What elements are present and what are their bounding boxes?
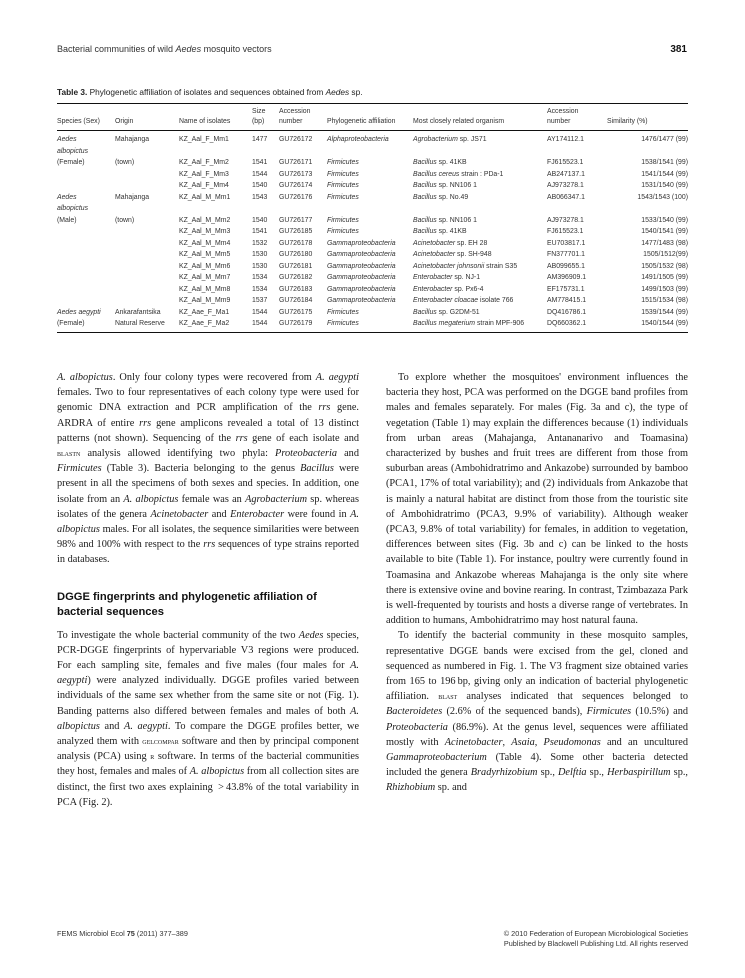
cell-ref-accession: AB066347.1: [547, 193, 585, 201]
page-number: 381: [670, 44, 687, 55]
cell-isolate: KZ_Aae_F_Ma1: [179, 308, 230, 316]
cell-ref-accession: AM778415.1: [547, 297, 587, 304]
cell-size: 1540: [252, 182, 268, 189]
table-header-row: [57, 104, 688, 131]
cell-accession: GU726176: [279, 193, 313, 201]
cell-ref-accession: [547, 146, 607, 158]
cell-origin: [115, 272, 179, 284]
cell-accession: GU726182: [279, 274, 313, 281]
cell-similarity: 1476/1477 (99): [641, 136, 688, 143]
cell-organism: Acinetobacter sp. EH 28: [413, 239, 488, 247]
table-row: [57, 272, 688, 284]
cell-ref-accession: AJ973278.1: [547, 216, 584, 224]
cell-phylo: Firmicutes: [327, 308, 359, 316]
cell-accession: GU726181: [279, 262, 313, 270]
cell-isolate: KZ_Aal_F_Mm4: [179, 182, 229, 189]
cell-origin: [115, 295, 179, 307]
cell-species: Aedes aegypti: [57, 308, 101, 316]
cell-size: [252, 146, 279, 158]
cell-origin: [115, 238, 179, 250]
table-row: [57, 307, 688, 319]
running-title: Bacterial communities of wild Aedes mosquito vectors: [57, 44, 272, 54]
cell-organism: [413, 203, 547, 215]
cell-origin: [115, 169, 179, 181]
cell-phylo: Gammaproteobacteria: [327, 297, 396, 304]
table-caption: Table 3. Phylogenetic affiliation of isolates and sequences obtained from Aedes sp.: [57, 87, 363, 97]
cell-accession: GU726180: [279, 251, 313, 258]
body-column-right: [386, 370, 688, 796]
cell-species: (Female): [57, 318, 115, 332]
cell-origin: [115, 203, 179, 215]
cell-size: 1544: [252, 308, 268, 316]
table-row: [57, 131, 688, 146]
cell-isolate: KZ_Aal_M_Mm2: [179, 216, 231, 224]
table-row: [57, 284, 688, 296]
cell-similarity: 1539/1544 (99): [641, 308, 688, 316]
cell-origin: (town): [115, 216, 135, 224]
table-row: [57, 146, 688, 158]
cell-accession: GU726171: [279, 159, 313, 166]
cell-accession: GU726183: [279, 285, 313, 293]
running-header: [57, 44, 687, 54]
cell-similarity: 1477/1483 (98): [641, 239, 688, 247]
cell-phylo: Firmicutes: [327, 318, 413, 332]
cell-isolate: KZ_Aae_F_Ma2: [179, 318, 252, 332]
cell-accession: GU726177: [279, 216, 313, 224]
cell-phylo: Firmicutes: [327, 182, 359, 189]
cell-organism: Bacillus sp. 41KB: [413, 228, 467, 235]
footer-copyright: [504, 929, 688, 949]
table-row: [57, 261, 688, 273]
col-header-similarity: Similarity (%): [607, 104, 688, 131]
cell-isolate: [179, 146, 252, 158]
paragraph: To explore whether the mosquitoes' environment influences the bacteria they host, PCA was performed on the DGGE band profiles from males and females separately. For males (Fig. 3a and c), the type of vegetation (Table 1) may explain the differences because (1) individuals from urban areas (Mahajanga, Antananarivo and Toamasina) characterized by bushes and fruit trees are different from those from suburban areas (Ambohidratrimo and Ankazobe) surrounded by bamboo (PCA1, 17% of total variability); and (2) individuals from Ankazobe that is mainly a natural habitat are distinct from those from the touristic site of Ambohidratrimo (PCA3, 9.9% of variability). Although weaker (PCA3, 9.8% of total variability) for females, in addition to vegetation, differences between sites (Fig. 3b and c) can be linked to the hosts available to bite (Table 1). For instance, poultry were currently found in Toamasina and Ankazobe whereas Mahajanga is the only site where there is extensive ovine and bovine rearing. In contrast, Tzimbazaza Park is well-frequented by tourists and hosts a diverse range of vertebrates. In addition to humans, Ambohidratrimo may host natural fauna.: [386, 372, 688, 627]
paragraph: To identify the bacterial community in these mosquito samples, representative DGGE bands were excised from the gel, cloned and sequenced as numbered in Fig. 1. The V3 fragment size obtained varies from 165 to 196 bp, giving only an indication of bacterial phylogenetic affiliation. blast analyses indicated that sequences belonged to Bacteroidetes (2.6% of the sequenced bands), Firmicutes (10.5%) and Proteobacteria (86.9%). At the genus level, sequences were affiliated mostly with Acinetobacter, Asaia, Pseudomonas and an uncultured Gammaproteobacterium (Table 4). Some other bacteria detected included the genera Bradyrhizobium sp., Delftia sp., Herbaspirillum sp., Rhizhobium sp. and: [386, 630, 688, 794]
cell-ref-accession: EU703817.1: [547, 239, 586, 247]
table-body: [57, 131, 688, 333]
cell-isolate: KZ_Aal_M_Mm7: [179, 274, 231, 281]
cell-size: 1530: [252, 262, 268, 270]
cell-organism: Acinetobacter sp. SH-948: [413, 251, 492, 258]
cell-size: 1532: [252, 239, 268, 247]
cell-accession: GU726178: [279, 239, 313, 247]
cell-species: albopictus: [57, 205, 89, 212]
cell-size: 1477: [252, 136, 268, 143]
cell-phylo: Firmicutes: [327, 159, 359, 166]
table-row: [57, 226, 688, 238]
cell-isolate: KZ_Aal_F_Mm1: [179, 136, 229, 143]
col-header-species: Species (Sex): [57, 104, 115, 131]
cell-ref-accession: DQ660362.1: [547, 318, 607, 332]
cell-phylo: Firmicutes: [327, 216, 359, 224]
cell-organism: Acinetobacter johnsonii strain S35: [413, 262, 518, 270]
cell-phylo: Gammaproteobacteria: [327, 251, 396, 258]
table-row: [57, 215, 688, 227]
cell-isolate: KZ_Aal_M_Mm8: [179, 285, 231, 293]
cell-ref-accession: FJ615523.1: [547, 159, 584, 166]
cell-species: [57, 180, 115, 192]
table-row: [57, 203, 688, 215]
cell-ref-accession: [547, 203, 607, 215]
cell-organism: Bacillus sp. NN106 1: [413, 216, 477, 224]
cell-organism: Bacillus sp. No.49: [413, 193, 469, 201]
cell-size: 1537: [252, 297, 268, 304]
footer-citation: FEMS Microbiol Ecol 75 (2011) 377–389: [57, 929, 188, 938]
cell-size: 1541: [252, 228, 268, 235]
cell-isolate: KZ_Aal_F_Mm2: [179, 159, 229, 166]
cell-size: 1530: [252, 251, 268, 258]
cell-size: 1534: [252, 274, 268, 281]
cell-accession: GU726179: [279, 318, 327, 332]
cell-organism: Bacillus megaterium strain MPF-906: [413, 318, 547, 332]
cell-similarity: 1515/1534 (98): [641, 297, 688, 304]
cell-isolate: KZ_Aal_M_Mm6: [179, 262, 231, 270]
cell-species: [57, 169, 115, 181]
col-header-origin: Origin: [115, 104, 179, 131]
cell-phylo: Firmicutes: [327, 170, 359, 178]
table-row: [57, 192, 688, 204]
cell-species: (Male): [57, 216, 77, 224]
cell-organism: Bacillus sp. 41KB: [413, 159, 467, 166]
cell-ref-accession: FJ615523.1: [547, 228, 584, 235]
cell-similarity: 1541/1544 (99): [641, 170, 688, 178]
cell-phylo: Gammaproteobacteria: [327, 262, 396, 270]
cell-ref-accession: DQ416786.1: [547, 308, 587, 316]
table-label: Table 3.: [57, 87, 88, 97]
cell-organism: [413, 146, 547, 158]
cell-ref-accession: AM396909.1: [547, 274, 587, 281]
cell-accession: GU726174: [279, 182, 313, 189]
cell-origin: (town): [115, 159, 135, 166]
cell-isolate: KZ_Aal_M_Mm5: [179, 251, 231, 258]
cell-species: [57, 272, 115, 284]
cell-similarity: 1543/1543 (100): [637, 193, 688, 201]
cell-ref-accession: EF175731.1: [547, 285, 585, 293]
body-column-left: [57, 370, 359, 810]
table-3: [57, 103, 688, 333]
cell-ref-accession: FN377701.1: [547, 251, 585, 258]
cell-isolate: KZ_Aal_M_Mm4: [179, 239, 231, 247]
col-header-isolate: Name of isolates: [179, 104, 252, 131]
cell-accession: GU726184: [279, 297, 313, 304]
table-row: [57, 238, 688, 250]
cell-ref-accession: AB099655.1: [547, 262, 585, 270]
cell-organism: Enterobacter cloacae isolate 766: [413, 297, 514, 304]
cell-similarity: 1505/1512(99): [643, 251, 688, 258]
cell-origin: Mahajanga: [115, 136, 150, 143]
cell-accession: GU726185: [279, 228, 313, 235]
cell-accession: [279, 146, 327, 158]
cell-isolate: KZ_Aal_M_Mm3: [179, 228, 231, 235]
table-row: [57, 249, 688, 261]
cell-organism: Bacillus sp. NN106 1: [413, 182, 477, 189]
cell-phylo: Firmicutes: [327, 193, 359, 201]
cell-similarity: [607, 146, 688, 158]
cell-origin: [115, 261, 179, 273]
col-header-organism: Most closely related organism: [413, 104, 547, 131]
cell-species: [57, 284, 115, 296]
paragraph: To investigate the whole bacterial community of the two Aedes species, PCR-DGGE fingerprints of hypervariable V3 regions were produced. For each sampling site, females and five males (four males for A. aegypti) were analyzed individually. DGGE profiles varied between individuals of the same sex whether from the same site or not (Fig. 1). Banding patterns also differed between females and males of both A. albopictus and A. aegypti. To compare the DGGE profiles better, we analyzed them with gelcompar software and then by principal component analysis (PCA) using r software. In terms of the bacterial communities they host, females and males of A. albopictus from all collection sites are distinct, the first two axes explaining > 43.8% of the total variability in PCA (Fig. 2).: [57, 629, 360, 808]
cell-organism: Enterobacter sp. Px6-4: [413, 285, 484, 293]
cell-species: Aedes: [57, 193, 77, 201]
cell-origin: Ankarafantsika: [115, 308, 161, 316]
cell-ref-accession: AB247137.1: [547, 170, 585, 178]
cell-origin: [115, 180, 179, 192]
table-row: [57, 169, 688, 181]
cell-species: [57, 249, 115, 261]
cell-accession: GU726172: [279, 136, 313, 143]
cell-size: 1534: [252, 285, 268, 293]
cell-isolate: [179, 203, 252, 215]
cell-phylo: [327, 146, 413, 158]
cell-ref-accession: AJ973278.1: [547, 182, 584, 189]
cell-species: (Female): [57, 159, 85, 166]
table-row: [57, 295, 688, 307]
publisher-line: Published by Blackwell Publishing Ltd. All rights reserved: [503, 939, 688, 948]
copyright-line: © 2010 Federation of European Microbiological Societies: [503, 929, 688, 938]
cell-similarity: 1540/1544 (99): [607, 318, 688, 332]
cell-accession: GU726173: [279, 170, 313, 178]
cell-similarity: 1540/1541 (99): [641, 228, 688, 235]
cell-ref-accession: AY174112.1: [547, 136, 584, 143]
cell-organism: Agrobacterium sp. JS71: [413, 136, 487, 143]
cell-organism: Bacillus sp. G2DM-51: [413, 308, 480, 316]
cell-size: 1541: [252, 159, 268, 166]
table-row: [57, 180, 688, 192]
col-header-accession: Accession number: [279, 104, 327, 131]
cell-phylo: Firmicutes: [327, 228, 359, 235]
cell-species: albopictus: [57, 147, 89, 155]
cell-phylo: [327, 203, 413, 215]
cell-species: [57, 261, 115, 273]
cell-similarity: 1505/1532 (98): [641, 262, 688, 270]
cell-size: 1540: [252, 216, 268, 224]
col-header-size: Size (bp): [252, 104, 279, 131]
cell-origin: Natural Reserve: [115, 318, 179, 332]
table-row: [57, 157, 688, 169]
cell-phylo: Gammaproteobacteria: [327, 239, 396, 247]
cell-similarity: 1531/1540 (99): [641, 182, 688, 189]
cell-size: 1543: [252, 193, 268, 201]
cell-size: [252, 203, 279, 215]
cell-similarity: 1499/1503 (99): [641, 285, 688, 293]
cell-organism: Bacillus cereus strain : PDa-1: [413, 170, 504, 178]
cell-similarity: 1533/1540 (99): [641, 216, 688, 224]
col-header-ref-accession: Accession number: [547, 104, 607, 131]
cell-organism: Enterobacter sp. NJ-1: [413, 274, 481, 281]
cell-species: [57, 295, 115, 307]
cell-size: 1544: [252, 318, 279, 332]
cell-isolate: KZ_Aal_M_Mm1: [179, 193, 231, 201]
cell-species: [57, 226, 115, 238]
cell-origin: [115, 249, 179, 261]
cell-isolate: KZ_Aal_F_Mm3: [179, 170, 229, 178]
cell-origin: Mahajanga: [115, 193, 150, 201]
cell-similarity: [607, 203, 688, 215]
cell-accession: [279, 203, 327, 215]
cell-origin: [115, 284, 179, 296]
cell-phylo: Gammaproteobacteria: [327, 274, 396, 281]
paragraph: A. albopictus. Only four colony types were recovered from A. aegypti females. Two to four representatives of each colony type were used for genomic DNA extraction and PCR amplification of the rrs gene. ARDRA of entire rrs gene amplicons revealed a total of 13 distinct patterns (not shown). Sequencing of the rrs gene of each isolate and blastn analysis allowed identifying two phyla: Proteobacteria and Firmicutes (Table 3). Bacteria belonging to the genus Bacillus were present in all the specimens of both sexes and species. In addition, one isolate from an A. albopictus female was an Agrobacterium sp. whereas isolates of the genera Acinetobacter and Enterobacter were found in A. albopictus males. For all isolates, the sequence similarities were between 98% and 100% with respect to the rrs sequences of type strains reported in databases.: [57, 372, 360, 566]
col-header-phylo: Phylogenetic affiliation: [327, 104, 413, 131]
cell-accession: GU726175: [279, 308, 313, 316]
cell-phylo: Alphaproteobacteria: [327, 136, 389, 143]
cell-similarity: 1491/1505 (99): [641, 274, 688, 281]
section-heading: DGGE fingerprints and phylogenetic affiliation of bacterial sequences: [57, 590, 317, 618]
cell-origin: [115, 226, 179, 238]
cell-species: Aedes: [57, 136, 77, 143]
cell-phylo: Gammaproteobacteria: [327, 285, 396, 293]
cell-origin: [115, 146, 179, 158]
cell-similarity: 1538/1541 (99): [641, 159, 688, 166]
cell-isolate: KZ_Aal_M_Mm9: [179, 297, 231, 304]
table-row: [57, 318, 688, 332]
cell-size: 1544: [252, 170, 268, 178]
cell-species: [57, 238, 115, 250]
